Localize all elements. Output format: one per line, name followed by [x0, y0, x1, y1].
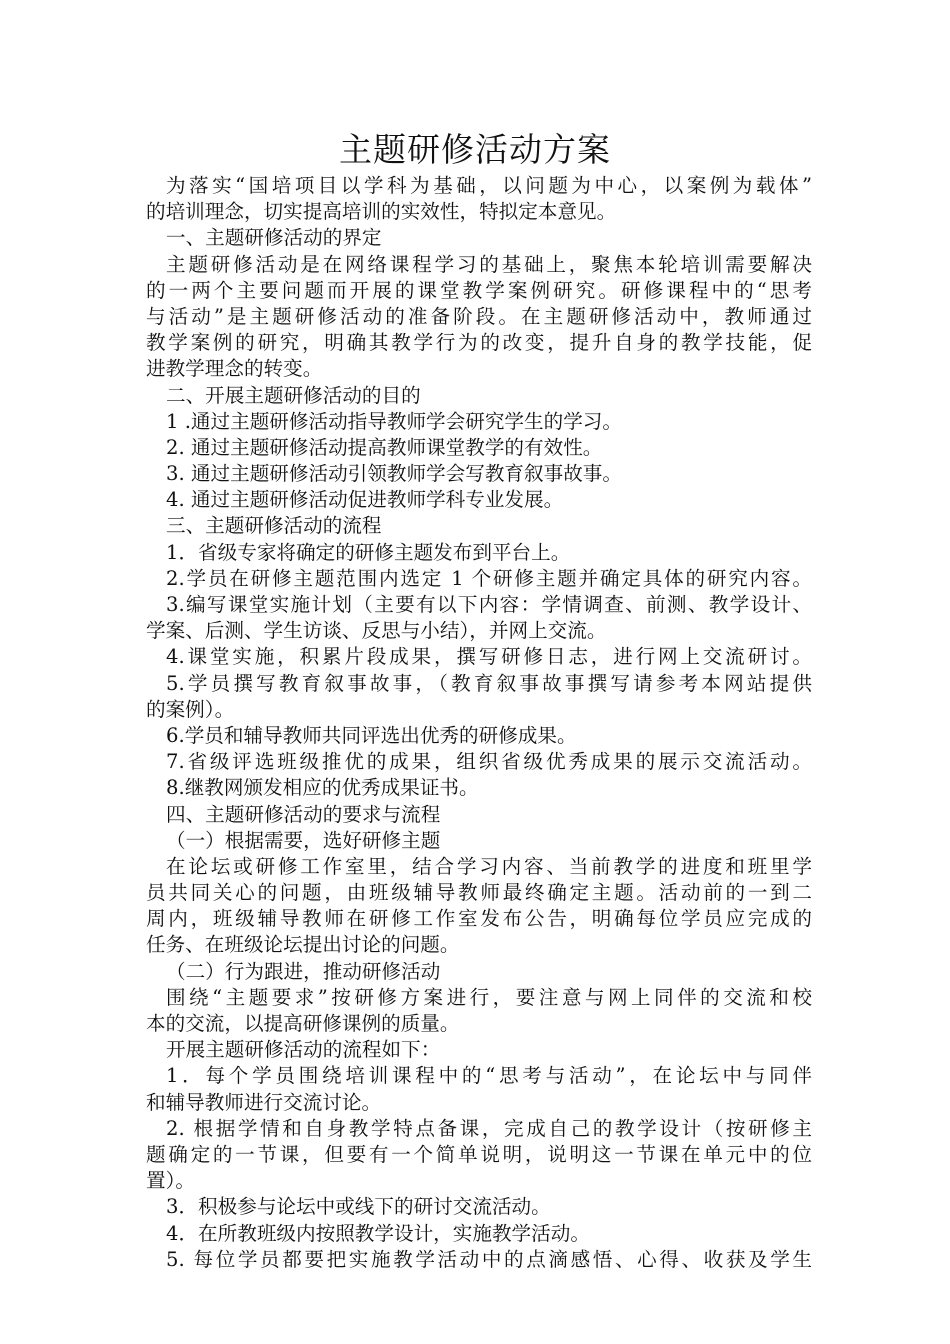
text-line: 周内，班级辅导教师在研修工作室发布公告，明确每位学员应完成的	[146, 907, 812, 931]
text-line: 5.学员撰写教育叙事故事，（教育叙事故事撰写请参考本网站提供	[166, 671, 812, 695]
text-line: 进教学理念的转变。	[146, 357, 323, 381]
text-line: 在论坛或研修工作室里，结合学习内容、当前教学的进度和班里学	[166, 854, 812, 878]
text-line: 8.继教网颁发相应的优秀成果证书。	[166, 776, 479, 800]
text-line: 主题研修活动是在网络课程学习的基础上，聚焦本轮培训需要解决	[166, 252, 812, 276]
text-line: 1．省级专家将确定的研修主题发布到平台上。	[166, 540, 571, 564]
text-line: 4.课堂实施，积累片段成果，撰写研修日志，进行网上交流研讨。	[166, 645, 812, 669]
text-line: 3．积极参与论坛中或线下的研讨交流活动。	[166, 1195, 551, 1219]
text-line: 开展主题研修活动的流程如下：	[166, 1038, 441, 1062]
text-line: 5. 每位学员都要把实施教学活动中的点滴感悟、心得、收获及学生	[166, 1247, 812, 1271]
text-line: 题确定的一节课，但要有一个简单说明，说明这一节课在单元中的位	[146, 1142, 812, 1166]
text-line: 2.学员在研修主题范围内选定 1 个研修主题并确定具体的研究内容。	[166, 566, 812, 590]
text-line: 2. 通过主题研修活动提高教师课堂教学的有效性。	[166, 435, 603, 459]
text-line: 任务、在班级论坛提出讨论的问题。	[146, 933, 460, 957]
text-line: 学案、后测、学生访谈、反思与小结），并网上交流。	[146, 619, 607, 643]
text-line: 3.编写课堂实施计划（主要有以下内容：学情调查、前测、教学设计、	[166, 593, 812, 616]
text-line: 教学案例的研究，明确其教学行为的改变，提升自身的教学技能，促	[146, 331, 812, 355]
text-line: 围绕“主题要求”按研修方案进行，要注意与网上同伴的交流和校	[166, 985, 812, 1009]
text-line: 三、主题研修活动的流程	[166, 514, 382, 538]
text-line: 一、主题研修活动的界定	[166, 226, 382, 250]
text-line: 为落实“国培项目以学科为基础，以问题为中心，以案例为载体”	[166, 174, 812, 197]
text-line: 四、主题研修活动的要求与流程	[166, 802, 441, 826]
text-line: 的一两个主要问题而开展的课堂教学案例研究。研修课程中的“思考	[146, 278, 812, 302]
text-line: （二）行为跟进，推动研修活动	[166, 959, 441, 983]
text-line: 二、开展主题研修活动的目的	[166, 383, 421, 407]
text-line: 本的交流，以提高研修课例的质量。	[146, 1012, 460, 1035]
page-title: 主题研修活动方案	[339, 130, 611, 169]
text-line: 4．在所教班级内按照教学设计，实施教学活动。	[166, 1221, 590, 1245]
text-line: 和辅导教师进行交流讨论。	[146, 1090, 382, 1114]
text-line: 与活动”是主题研修活动的准备阶段。在主题研修活动中，教师通过	[146, 304, 812, 328]
text-line: （一）根据需要，选好研修主题	[166, 828, 441, 852]
text-line: 4. 通过主题研修活动促进教师学科专业发展。	[166, 488, 564, 512]
text-line: 7.省级评选班级推优的成果，组织省级优秀成果的展示交流活动。	[166, 750, 812, 774]
text-line: 的案例）。	[146, 697, 235, 721]
text-line: 2. 根据学情和自身教学特点备课，完成自己的教学设计（按研修主	[166, 1116, 812, 1140]
document-body	[146, 173, 812, 1273]
text-line: 3. 通过主题研修活动引领教师学会写教育叙事故事。	[166, 462, 622, 486]
text-line: 置）。	[146, 1169, 195, 1193]
text-line: 的培训理念，切实提高培训的实效性，特拟定本意见。	[146, 200, 617, 224]
text-line: 6.学员和辅导教师共同评选出优秀的研修成果。	[166, 723, 577, 747]
text-line: 员共同关心的问题，由班级辅导教师最终确定主题。活动前的一到二	[146, 881, 812, 905]
text-line: 1 .通过主题研修活动指导教师学会研究学生的学习。	[166, 409, 622, 433]
text-line: 1．每个学员围绕培训课程中的“思考与活动”，在论坛中与同伴	[166, 1064, 812, 1088]
